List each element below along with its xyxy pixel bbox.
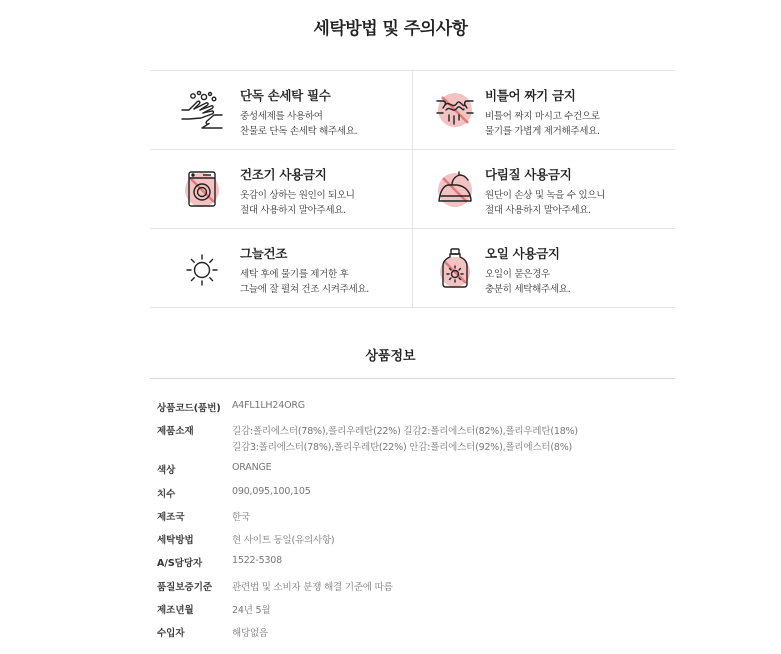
- info-value: 1522-5308: [232, 555, 282, 566]
- care-item-desc: 원단이 손상 및 녹을 수 있으니: [485, 190, 606, 201]
- care-item-desc: 절대 사용하지 말아주세요.: [240, 205, 346, 216]
- care-item-no-wring: [413, 70, 675, 149]
- care-item-title: 건조기 사용금지: [240, 167, 327, 182]
- info-label: 색상: [157, 465, 176, 476]
- info-value: 한국: [232, 512, 250, 523]
- info-value: 24년 5월: [232, 605, 271, 616]
- care-item-desc: 찬물로 단독 손세탁 해주세요.: [240, 126, 358, 137]
- info-label: 품질보증기준: [157, 582, 213, 593]
- care-item-desc: 절대 사용하지 말아주세요.: [485, 205, 591, 216]
- care-item-shade-dry: [150, 228, 412, 307]
- info-label: 세탁방법: [157, 535, 194, 546]
- care-item-no-oil: [413, 228, 675, 307]
- care-item-desc: 그늘에 잘 펼쳐 건조 시켜주세요.: [240, 284, 370, 295]
- care-item-title: 그늘건조: [240, 246, 288, 261]
- care-item-no-iron: [413, 149, 675, 228]
- care-item-desc: 옷감이 상하는 원인이 되오니: [240, 190, 355, 201]
- info-value: 길감:폴리에스터(78%),폴리우레탄(22%) 길감2:폴리에스터(82%),폴리우레탄(18%): [232, 426, 578, 437]
- info-label: 수입자: [157, 628, 185, 639]
- care-item-desc: 비틀어 짜지 마시고 수건으로: [485, 111, 600, 122]
- care-item-desc: 충분히 세탁해주세요.: [485, 284, 571, 295]
- no-wring-icon: [433, 88, 477, 132]
- info-value: 관련법 및 소비자 분쟁 해결 기준에 따름: [232, 582, 393, 593]
- product-info-title: 상품정보: [365, 349, 416, 364]
- shade-dry-icon: [180, 246, 224, 290]
- no-iron-icon: [433, 167, 477, 211]
- care-item-title: 다림질 사용금지: [485, 167, 572, 182]
- care-item-desc: 중성세제를 사용하여: [240, 111, 323, 122]
- info-value: A4FL1LH24ORG: [232, 400, 305, 411]
- hand-wash-icon: [180, 88, 224, 132]
- care-item-title: 단독 손세탁 필수: [240, 88, 331, 103]
- info-label: 제조국: [157, 512, 185, 523]
- info-value: 현 사이트 동일(유의사항): [232, 535, 335, 546]
- care-instructions-grid: [150, 70, 675, 308]
- no-dryer-icon: [180, 167, 224, 211]
- divider: [150, 378, 675, 379]
- info-value: 090,095,100,105: [232, 486, 311, 497]
- info-label: 제조년월: [157, 605, 194, 616]
- info-label: 치수: [157, 489, 176, 500]
- info-label: 상품코드(품번): [157, 403, 221, 414]
- care-item-desc: 세탁 후에 물기를 제거한 후: [240, 269, 349, 280]
- care-section-title: 세탁방법 및 주의사항: [313, 19, 468, 39]
- care-item-no-dryer: [150, 149, 412, 228]
- info-value: ORANGE: [232, 462, 272, 473]
- info-value: 해당없음: [232, 628, 268, 639]
- info-label: A/S담당자: [157, 558, 203, 569]
- care-item-title: 비틀어 짜기 금지: [485, 88, 576, 103]
- care-item-title: 오일 사용금지: [485, 246, 560, 261]
- care-item-desc: 오일이 묻은경우: [485, 269, 550, 280]
- info-value: 길감3:폴리에스터(78%),폴리우레탄(22%) 안감:폴리에스터(92%),폴리에스터(8%): [232, 442, 573, 453]
- info-label: 제품소재: [157, 426, 194, 437]
- care-item-desc: 물기를 가볍게 제거해주세요.: [485, 126, 600, 137]
- no-oil-icon: [433, 246, 477, 290]
- care-item-hand-wash: [150, 70, 412, 149]
